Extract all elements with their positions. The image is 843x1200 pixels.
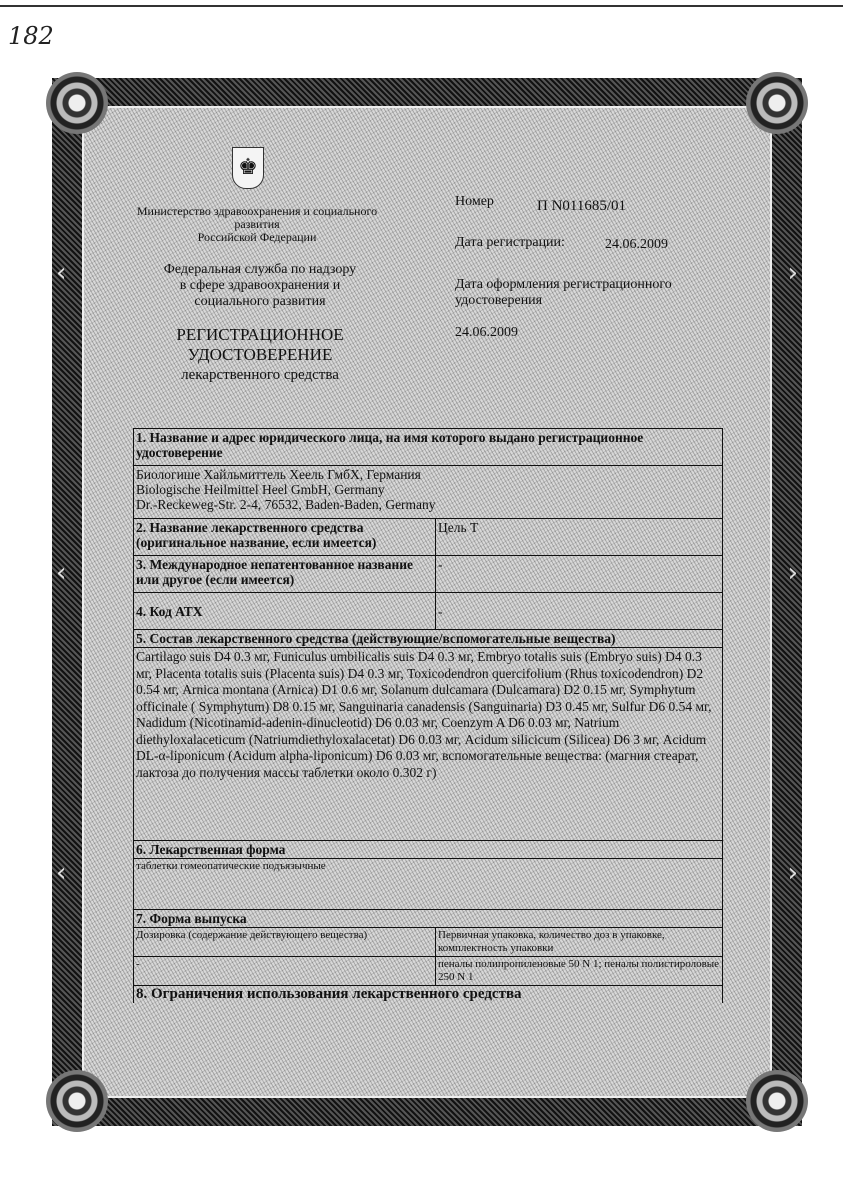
section-7-title: 7. Форма выпуска [134, 910, 723, 928]
section-4-label: 4. Код АТХ [134, 593, 436, 630]
section-7-packaging-value: пеналы полипропиленовые 50 N 1; пеналы полистироловые 250 N 1 [436, 957, 723, 986]
section-2-label: 2. Название лекарственного средства (оригинальное название, если имеется) [134, 519, 436, 556]
issue-date-label-line: Дата оформления регистрационного [455, 277, 672, 292]
document-title [130, 325, 390, 385]
issue-date-label-line: удостоверения [455, 293, 543, 308]
holder-line: Dr.-Reckeweg-Str. 2-4, 76532, Baden-Baden, Germany [136, 497, 436, 512]
chevron-ornament-icon: › [787, 858, 798, 888]
section-5-composition: Cartilago suis D4 0.3 мг, Funiculus umbilicalis suis D4 0.3 мг, Embryo totalis suis (Embryo suis) D4 0.3 мг, Placenta totalis suis (Placenta suis) D4 0.3 мг, Toxicodendron quercifolium (Rhus toxicodendron) D2 0.54 мг, Arnica montana (Arnica) D1 0.6 мг, Solanum dulcamara (Dulcamara) D2 0.15 мг, Symphytum officinale ( Symphytum) D8 0.15 мг, Sanguinaria canadensis (Sanguinaria) D3 0.45 мг, Sulfur D6 0.54 мг, Nadidum (Nicotinamid-adenin-dinucleotid) D6 0.03 мг, Coenzym A D6 0.03 мг, Natrium diethyloxalaceticum (Natriumdiethyloxalacetat) D6 0.03 мг, Acidum silicicum (Silicea) D6 3 мг, Acidum DL-α-liponicum (Acidum alpha-liponicum) D6 0.03 мг, вспомогательные вещества: (магния стеарат, лактоза до получения массы таблетки около 0.302 г) [134, 648, 723, 841]
number-label: Номер [455, 194, 494, 209]
section-6-value: таблетки гомеопатические подъязычные [134, 859, 723, 910]
section-7-packaging-header: Первичная упаковка, количество доз в упаковке, комплектность упаковки [436, 928, 723, 957]
scan-edge-line [0, 5, 843, 7]
chevron-ornament-icon: ‹ [56, 858, 67, 888]
section-3-label: 3. Международное непатентованное название или другое (если имеется) [134, 556, 436, 593]
registration-date-label: Дата регистрации: [455, 235, 565, 250]
issue-date-value: 24.06.2009 [455, 325, 518, 340]
section-7-dosage-header: Дозировка (содержание действующего вещества) [134, 928, 436, 957]
corner-rosette-icon [746, 1070, 808, 1132]
handwritten-page-number: 182 [8, 22, 54, 50]
chevron-ornament-icon: › [787, 258, 798, 288]
section-7-dosage-value: - [134, 957, 436, 986]
document-subtitle: лекарственного средства [181, 367, 339, 383]
chevron-ornament-icon: › [787, 558, 798, 588]
section-8-title: 8. Ограничения использования лекарственного средства [134, 986, 723, 1004]
chevron-ornament-icon: ‹ [56, 558, 67, 588]
holder-line: Биологише Хайльмиттель Хеель ГмбХ, Германия [136, 467, 421, 482]
section-5-title: 5. Состав лекарственного средства (действующие/вспомогательные вещества) [134, 630, 723, 648]
ministry-line: Российской Федерации [197, 230, 317, 244]
section-3-value: - [436, 556, 723, 593]
federal-service-name [125, 262, 395, 310]
corner-rosette-icon [46, 1070, 108, 1132]
title-line: РЕГИСТРАЦИОННОЕ [176, 325, 344, 344]
service-line: социального развития [194, 294, 326, 309]
certificate-details-table [133, 428, 723, 1003]
chevron-ornament-icon: ‹ [56, 258, 67, 288]
russian-coat-of-arms-icon: ♚ [232, 147, 264, 189]
section-1-title: 1. Название и адрес юридического лица, на имя которого выдано регистрационное удостоверение [134, 429, 723, 466]
holder-line: Biologische Heilmittel Heel GmbH, Germany [136, 482, 385, 497]
ministry-line: Министерство здравоохранения и социального [136, 204, 378, 218]
ministry-name [112, 205, 402, 244]
registration-date-value: 24.06.2009 [605, 237, 668, 252]
section-6-title: 6. Лекарственная форма [134, 841, 723, 859]
corner-rosette-icon [46, 72, 108, 134]
section-2-value: Цель Т [436, 519, 723, 556]
issue-date-label [455, 277, 672, 309]
service-line: Федеральная служба по надзору [163, 262, 357, 277]
service-line: в сфере здравоохранения и [179, 278, 341, 293]
corner-rosette-icon [746, 72, 808, 134]
section-1-content [134, 466, 723, 519]
title-line: УДОСТОВЕРЕНИЕ [187, 345, 333, 364]
ministry-line: развития [234, 217, 280, 231]
number-value: П N011685/01 [537, 198, 627, 214]
section-4-value: - [436, 593, 723, 630]
